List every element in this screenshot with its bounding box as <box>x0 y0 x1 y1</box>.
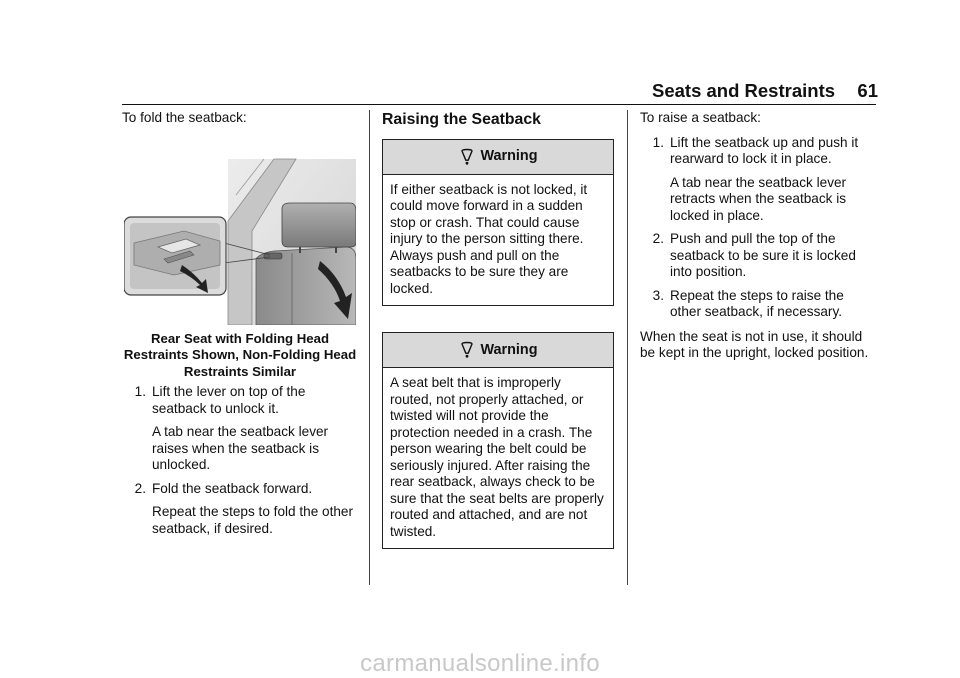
section-title: Seats and Restraints <box>652 80 836 101</box>
warning-header <box>383 333 613 368</box>
step-text: Repeat the steps to raise the other seatback, if necessary. <box>670 287 844 319</box>
step-note: A tab near the seatback lever raises when the seatback is unlocked. <box>152 424 329 472</box>
list-item <box>640 231 878 281</box>
list-item <box>640 288 878 321</box>
step-text: Lift the lever on top of the seatback to unlock it. <box>152 384 306 416</box>
warning-text: A seat belt that is improperly routed, not properly attached, or twisted will not provide the protection needed in a crash. The person wearing the belt could be seriously injured. After raising the rear seatback, always check to be sure that the seat belts are properly routed and attached, and are not twisted. <box>390 375 604 539</box>
warning-box <box>382 332 614 549</box>
section-heading: Raising the Seatback <box>382 111 541 128</box>
step-text: Push and pull the top of the seatback to be sure it is locked into position. <box>670 231 856 279</box>
page-header <box>652 80 878 102</box>
header-rule <box>122 104 876 105</box>
step-number: 3. <box>652 287 664 303</box>
column-middle <box>382 110 614 575</box>
column-right <box>640 110 878 362</box>
fold-intro: To fold the seatback: <box>122 110 247 125</box>
column-divider <box>369 110 370 585</box>
step-number: 1. <box>134 384 146 399</box>
fold-steps <box>122 384 358 537</box>
step-number: 2. <box>652 231 664 246</box>
raise-intro: To raise a seatback: <box>640 110 761 125</box>
storage-note: When the seat is not in use, it should be kept in the upright, locked position. <box>640 328 869 360</box>
warning-symbol-icon <box>458 148 476 166</box>
column-divider <box>627 110 628 585</box>
step-number: 2. <box>134 480 146 496</box>
page-number: 61 <box>857 80 878 101</box>
watermark: carmanualsonline.info <box>360 650 600 677</box>
raise-steps <box>640 135 878 321</box>
step-note: Repeat the steps to fold the other seatback, if desired. <box>152 504 354 536</box>
list-item <box>122 384 358 474</box>
warning-box <box>382 139 614 307</box>
step-text: Lift the seatback up and push it rearward to lock it in place. <box>670 134 859 166</box>
warning-symbol-icon <box>458 341 476 359</box>
step-note: A tab near the seatback lever retracts when the seatback is locked in place. <box>670 174 847 223</box>
warning-text: If either seatback is not locked, it could move forward in a sudden stop or crash. That could cause injury to the person sitting there. Always push and pull on the seatbacks to be sure they are locked. <box>390 181 588 296</box>
seat-illustration-svg <box>124 135 356 325</box>
step-number: 1. <box>652 134 664 150</box>
warning-header <box>383 140 613 175</box>
step-text: Fold the seatback forward. <box>152 480 313 496</box>
rear-seat-folding-illustration <box>124 135 356 325</box>
list-item <box>640 135 878 225</box>
figure-caption: Rear Seat with Folding Head Restraints Shown, Non-Folding Head Restraints Similar <box>123 330 357 379</box>
warning-label: Warning <box>480 341 538 358</box>
column-left <box>122 110 358 544</box>
warning-label: Warning <box>480 148 538 165</box>
list-item <box>122 481 358 538</box>
